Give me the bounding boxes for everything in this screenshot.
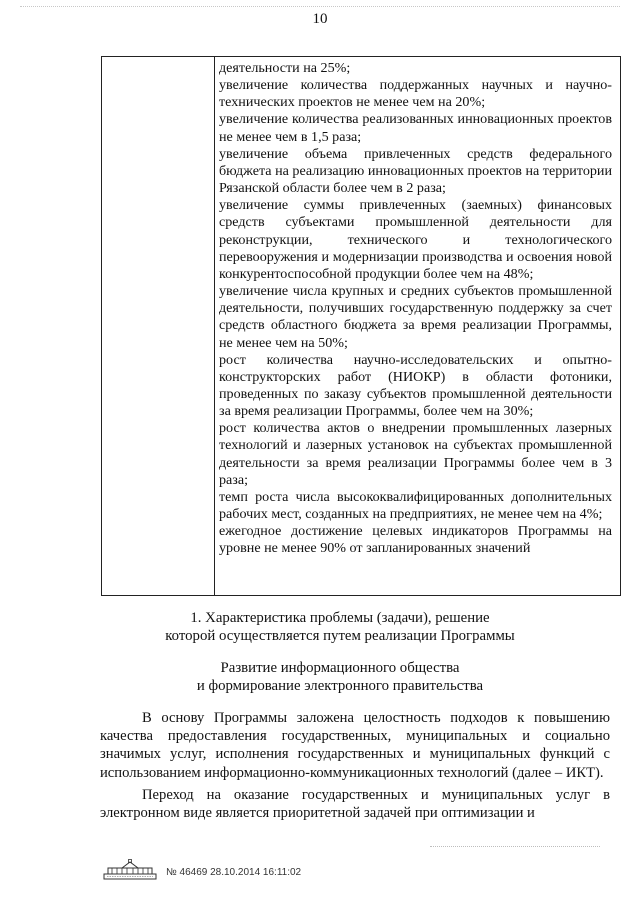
indicator-item: увеличение суммы привлеченных (заемных) финансовых средств субъектами промышленной деятельности для реконструкции, технического и технологического перевооружения и модернизации производства и освоения новой конкурентоспособной продукции более чем на 48%; [219,197,612,282]
indicator-item: темп роста числа высококвалифицированных дополнительных рабочих мест, созданных на предприятиях, не менее чем на 4%; [219,488,612,523]
section-heading [80,609,600,645]
indicator-item: увеличение объема привлеченных средств федерального бюджета на реализацию инновационных проектов на территории Рязанской области более чем в 2 раза; [219,145,612,197]
indicator-item: ежегодное достижение целевых индикаторов Программы на уровне не менее 90% от запланированных значений [219,523,612,557]
registration-stamp: № 46469 28.10.2014 16:11:02 [166,866,302,878]
body-paragraph: Переход на оказание государственных и муниципальных услуг в электронном виде является приоритетной задачей при оптимизации и [100,786,610,822]
section-heading-line: которой осуществляется путем реализации Программы [165,628,515,644]
body-text [100,709,610,822]
table-column-divider [214,57,215,595]
indicator-item: увеличение числа крупных и средних субъектов промышленной деятельности, получивших государственную поддержку за счет средств областного бюджета за время реализации Программы, не менее чем на 50%; [219,283,612,351]
indicator-item: рост количества актов о внедрении промышленных лазерных технологий и лазерных установок на субъектах промышленной деятельности за время реализации Программы более чем в 3 раза; [219,420,612,488]
document-footer [100,858,301,882]
indicator-item: рост количества научно-исследовательских и опытно-конструкторских работ (НИОКР) в области фотоники, проведенных по заказу субъектов промышленной деятельности за время реализации Программы, более чем на 30%; [219,351,612,420]
scan-artifact-top [20,6,620,9]
scan-artifact-bottom [430,846,600,861]
indicator-item: деятельности на 25%; [219,60,351,76]
page-number: 10 [312,11,328,27]
section-subheading-line: Развитие информационного общества [220,660,460,676]
indicator-item: увеличение количества реализованных инновационных проектов не менее чем в 1,5 раза; [219,111,612,145]
section-subheading-line: и формирование электронного правительства [196,678,484,694]
body-paragraph: В основу Программы заложена целостность подходов к повышению качества предоставления государственных, муниципальных и социально значимых услуг, исполнения государственных и муниципальных функций с использованием информационно-коммуникационных технологий (далее – ИКТ). [100,710,610,781]
indicator-item: увеличение количества поддержанных научных и научно-технических проектов не менее чем на 20%; [219,77,612,111]
indicators-list [219,60,612,558]
indicators-table [101,56,621,596]
section-heading-line: 1. Характеристика проблемы (задачи), решение [190,610,490,626]
section-subheading [80,659,600,695]
registry-stamp-icon [100,859,160,881]
